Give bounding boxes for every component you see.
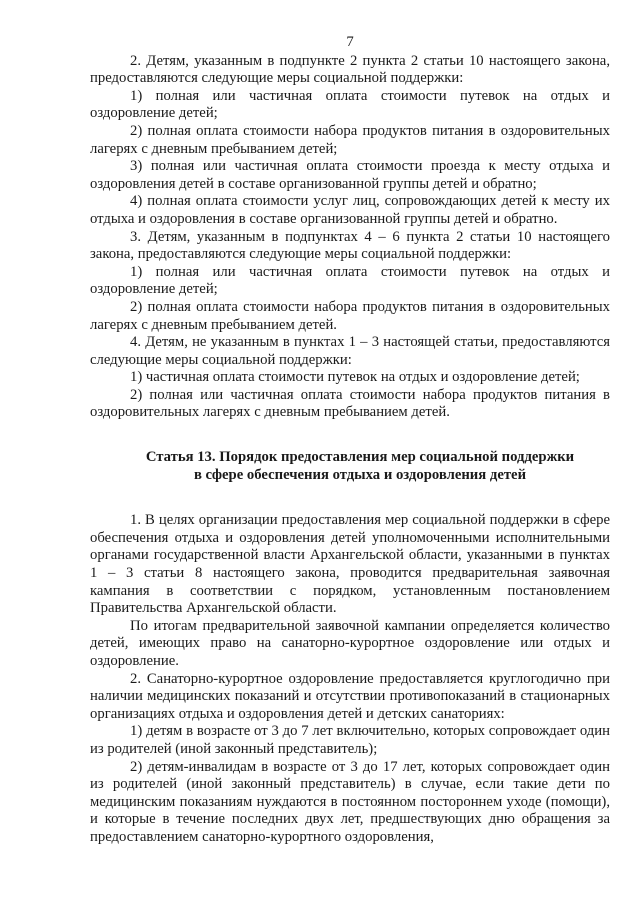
section3-item-2: 2) полная оплата стоимости набора продуктов питания в оздоровительных лагерях с дневным пребыванием детей. <box>90 298 610 333</box>
article-13-heading-line2: в сфере обеспечения отдыха и оздоровления детей <box>193 466 527 483</box>
section4-item-1: 1) частичная оплата стоимости путевок на отдых и оздоровление детей; <box>130 369 580 386</box>
page-number: 7 <box>346 34 354 50</box>
section2-item-2: 2) полная оплата стоимости набора продуктов питания в оздоровительных лагерях с дневным пребыванием детей; <box>90 122 610 157</box>
article-13-heading <box>90 449 610 484</box>
section4-intro: 4. Детям, не указанным в пунктах 1 – 3 настоящей статьи, предоставляются следующие меры социальной поддержки: <box>90 334 610 368</box>
article13-paragraph-1: 1. В целях организации предоставления мер социальной поддержки в сфере обеспечения отдыха и оздоровления детей уполномоченными исполнительными органами государственной власти Архангельской области, указанными в пунктах 1 – 3 статьи 8 настоящего закона, проводится предварительная заявочная кампания в соответствии с порядком, установленным постановлением Правительства Архангельской области. <box>90 512 610 617</box>
section2-item-4: 4) полная оплата стоимости услуг лиц, сопровождающих детей к месту их отдыха и оздоровления в составе организованной группы детей и обратно. <box>90 193 610 227</box>
section2-item-1: 1) полная или частичная оплата стоимости путевок на отдых и оздоровление детей; <box>90 87 610 122</box>
section3-item-1: 1) полная или частичная оплата стоимости путевок на отдых и оздоровление детей; <box>90 263 610 298</box>
article13-paragraph-3: 2. Санаторно-курортное оздоровление предоставляется круглогодично при наличии медицинских показаний и отсутствии противопоказаний в стационарных организациях отдыха и оздоровления детей и детских санаториях: <box>90 670 610 722</box>
section4-item-2: 2) полная или частичная оплата стоимости набора продуктов питания в оздоровительных лагерях с дневным пребыванием детей. <box>90 386 610 421</box>
article-13-heading-line1: Статья 13. Порядок предоставления мер социальной поддержки <box>145 449 575 466</box>
section3-intro: 3. Детям, указанным в подпунктах 4 – 6 пункта 2 статьи 10 настоящего закона, предоставляются следующие меры социальной поддержки: <box>90 228 610 263</box>
document-page <box>90 34 610 847</box>
article13-paragraph-4: 1) детям в возрасте от 3 до 7 лет включительно, которых сопровождает один из родителей (иной законный представитель); <box>90 723 610 757</box>
section2-item-3: 3) полная или частичная оплата стоимости проезда к месту отдыха и оздоровления детей в составе организованной группы детей и обратно; <box>90 158 610 192</box>
article13-paragraph-2: По итогам предварительной заявочной кампании определяется количество детей, имеющих право на санаторно-курортное оздоровление или отдых и оздоровление. <box>90 617 610 669</box>
section2-intro: 2. Детям, указанным в подпункте 2 пункта 2 статьи 10 настоящего закона, предоставляются следующие меры социальной поддержки: <box>90 52 610 87</box>
article13-paragraph-5: 2) детям-инвалидам в возрасте от 3 до 17 лет, которых сопровождает один из родителей (иной законный представитель) в случае, если такие дети по медицинским показаниям нуждаются в постоянном постороннем уходе (помощи), и которые в течение последних двух лет, предшествующих дню обращения за предоставлением санаторно-курортного оздоровления, <box>90 758 610 845</box>
